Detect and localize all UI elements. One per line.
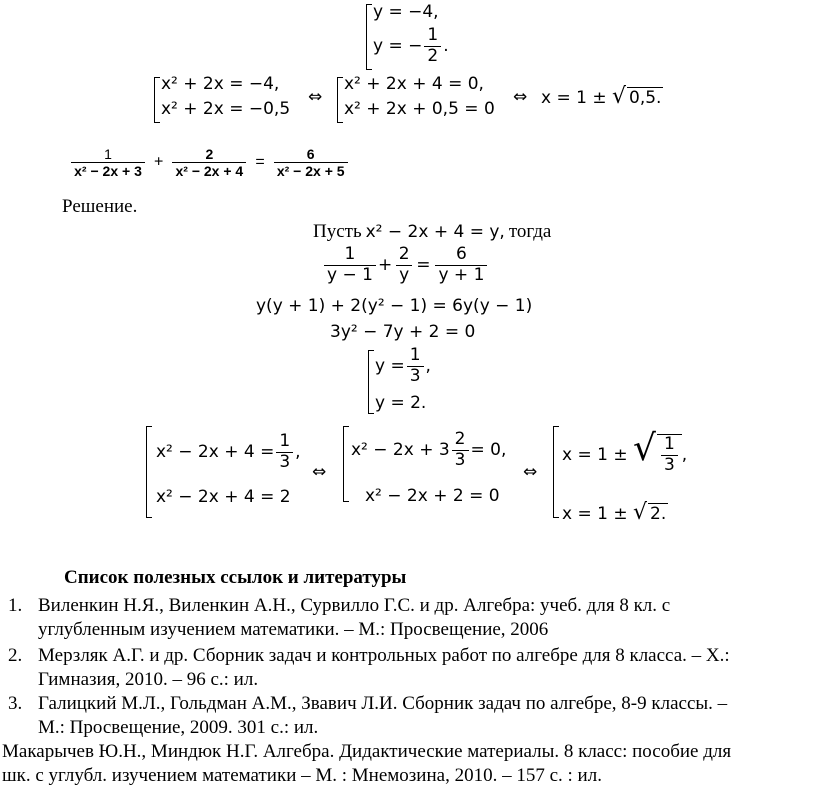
eq-y-minus-4: y = −4,	[373, 2, 439, 22]
bracket-system-3	[146, 426, 152, 518]
reference-item-2: 2. Мерзляк А.Г. и др. Сборник задач и контрольных работ по алгебре для 8 класса. – Х.: Гимназия, 2010. – 96 с.: ил.	[8, 645, 730, 690]
solution-label: Решение.	[62, 196, 138, 217]
bracket-system-2	[337, 77, 343, 123]
fraction-equation-y: $\frac{1}{y - 1}$ + $\frac{2}{y}$ = $\frac{6}{y + 1}$	[322, 245, 492, 285]
iff-symbol-2: ⇔	[513, 87, 528, 107]
bracket-system-4	[343, 426, 349, 502]
sys3-line-b: x² − 2x + 4 = 2	[156, 487, 291, 507]
sys1-line-a: x² + 2x = −4,	[161, 74, 280, 94]
problem-equation: $\frac{1}{\text{x² − 2x + 3}}$ + $\frac{2}{\text{x² − 2x + 4}}$ = $\frac{6}{\text{x² − 2x + 5}}$	[62, 146, 357, 179]
iff-symbol-1: ⇔	[308, 87, 323, 107]
sys2-line-a: x² + 2x + 4 = 0,	[344, 74, 484, 94]
sys2-line-b: x² + 2x + 0,5 = 0	[344, 99, 495, 119]
bracket-system-1	[154, 77, 160, 123]
sys5-line-b: x = 1 ± √ 2.	[562, 500, 667, 525]
bracket-system-5	[553, 426, 559, 518]
reference-item-1: 1. Виленкин Н.Я., Виленкин А.Н., Сурвилло Г.С. и др. Алгебра: учеб. для 8 кл. с углубленным изучением математики. – М.: Просвещение, 2006	[8, 595, 671, 640]
eq-y-minus-half: y = − $\frac{1}{2}$ .	[373, 25, 449, 66]
sys1-line-b: x² + 2x = −0,5	[161, 99, 291, 119]
multiplied-equation: y(y + 1) + 2(y² − 1) = 6y(y − 1)	[256, 296, 533, 316]
sys3-line-a: x² − 2x + 4 = $\frac{1}{3}$ ,	[156, 431, 301, 472]
iff-symbol-4: ⇔	[523, 462, 538, 482]
sys4-line-a: x² − 2x + 3 $\frac{2}{3}$ = 0,	[351, 429, 507, 470]
iff-symbol-3: ⇔	[312, 462, 327, 482]
bracket-roots-y	[368, 350, 374, 414]
references-title: Список полезных ссылок и литературы	[64, 567, 407, 588]
sys4-line-b: x² − 2x + 2 = 0	[365, 486, 500, 506]
root-y-one-third: y = $\frac{1}{3}$ ,	[375, 345, 431, 386]
quadratic-equation: 3y² − 7y + 2 = 0	[330, 322, 476, 342]
reference-item-3: 3. Галицкий М.Л., Гольдман А.М., Звавич Л.И. Сборник задач по алгебре, 8-9 классы. – М.: Просвещение, 2009. 301 с.: ил.	[8, 693, 728, 738]
substitution-line: Пусть x² − 2x + 4 = y, тогда	[313, 221, 552, 242]
bracket-roots-top	[366, 4, 372, 70]
reference-extra-line-2: шк. с углубл. изучением математики – М. : Мнемозина, 2010. – 157 с. : ил.	[2, 765, 602, 786]
sys5-line-a: x = 1 ± √ $\frac{1}{3}$ ,	[562, 428, 688, 475]
reference-extra-line-1: Макарычев Ю.Н., Миндюк Н.Г. Алгебра. Дидактические материалы. 8 класс: пособие для	[2, 741, 732, 762]
root-y-two: y = 2.	[375, 393, 427, 413]
result-x-sqrt-05: x = 1 ± √ 0,5.	[541, 84, 662, 109]
